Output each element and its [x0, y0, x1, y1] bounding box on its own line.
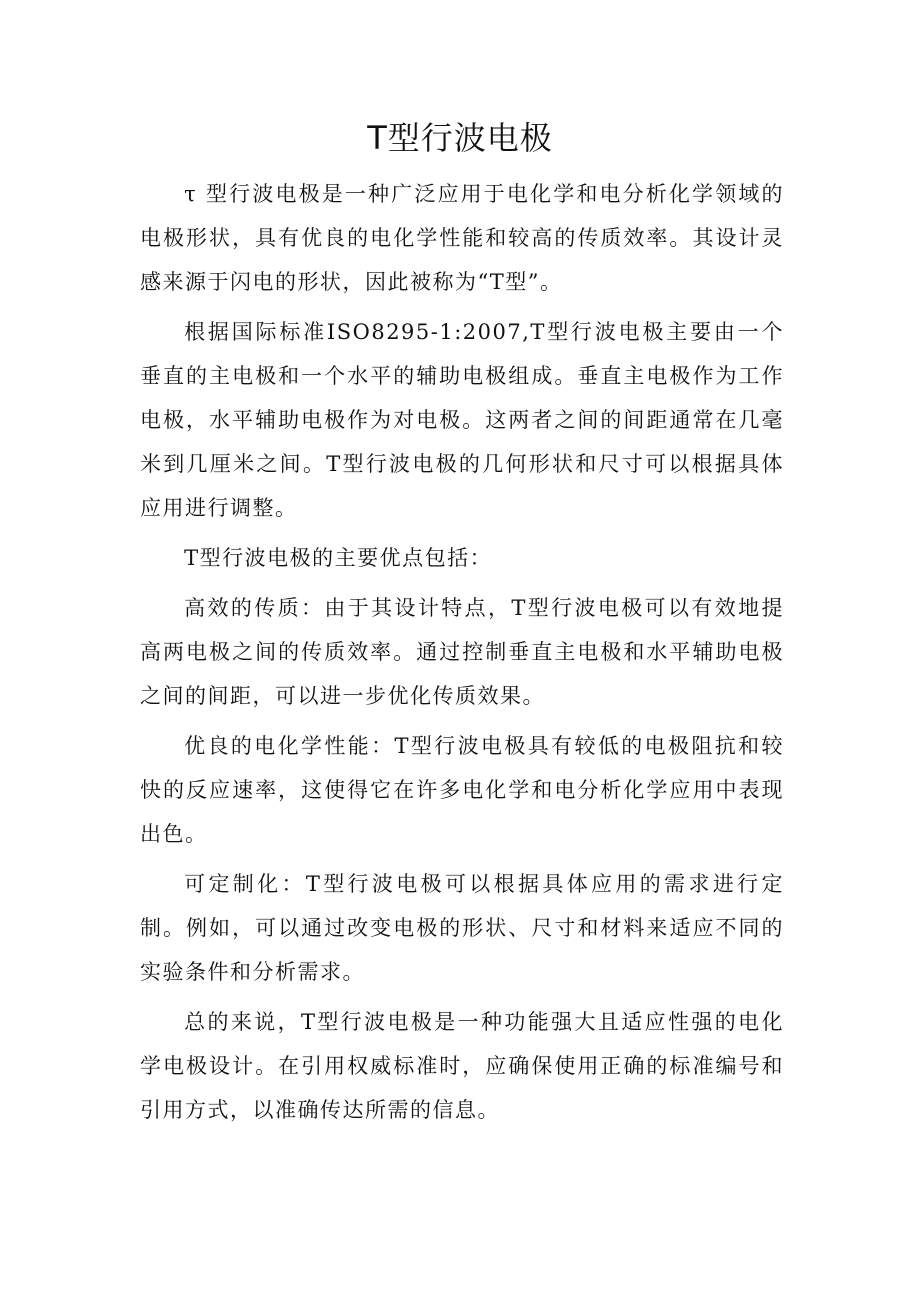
paragraph-intro: τ 型行波电极是一种广泛应用于电化学和电分析化学领域的电极形状，具有优良的电化学性能和较高的传质效率。其设计灵感来源于闪电的形状，因此被称为“T型”。: [140, 182, 784, 294]
paragraph-conclusion: 总的来说，T型行波电极是一种功能强大且适应性强的电化学电极设计。在引用权威标准时，应确保使用正确的标准编号和引用方式，以准确传达所需的信息。: [140, 1010, 784, 1122]
paragraph-customization: 可定制化：T型行波电极可以根据具体应用的需求进行定制。例如，可以通过改变电极的形状、尺寸和材料来适应不同的实验条件和分析需求。: [140, 872, 784, 984]
paragraph-structure: 根据国际标准ISO8295-1:2007,T型行波电极主要由一个垂直的主电极和一个水平的辅助电极组成。垂直主电极作为工作电极，水平辅助电极作为对电极。这两者之间的间距通常在几毫米到几厘米之间。T型行波电极的几何形状和尺寸可以根据具体应用进行调整。: [140, 320, 784, 520]
paragraph-mass-transfer: 高效的传质：由于其设计特点，T型行波电极可以有效地提高两电极之间的传质效率。通过控制垂直主电极和水平辅助电极之间的间距，可以进一步优化传质效果。: [140, 596, 784, 708]
document-title: T型行波电极: [367, 119, 553, 157]
document-body: [140, 172, 784, 1138]
paragraph-advantages-heading: T型行波电极的主要优点包括：: [184, 546, 493, 570]
paragraph-electrochemical-performance: 优良的电化学性能：T型行波电极具有较低的电极阻抗和较快的反应速率，这使得它在许多电化学和电分析化学应用中表现出色。: [140, 734, 784, 846]
